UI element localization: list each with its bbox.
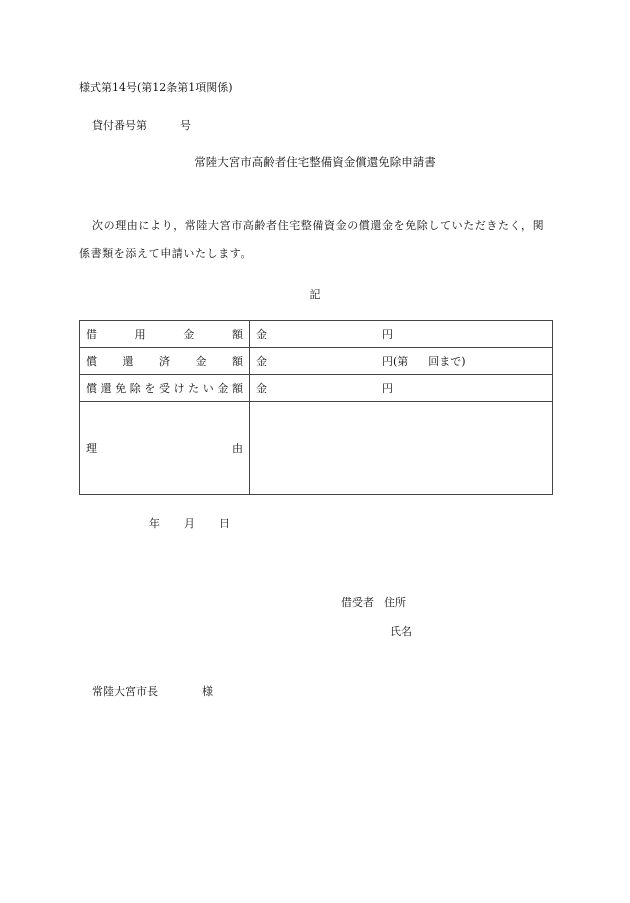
label-char: 還 <box>100 382 112 395</box>
label-char: 額 <box>231 382 243 395</box>
addressee-honorific: 様 <box>202 685 213 698</box>
yen-unit: 円(第 <box>382 355 409 368</box>
form-number: 様式第14号(第12条第1項関係) <box>79 81 233 94</box>
label-char: 償 <box>86 382 97 395</box>
label-char: 金 <box>195 355 207 368</box>
table-row-exemption-amount <box>80 375 553 402</box>
yen-unit: 円 <box>382 328 393 341</box>
amount-table <box>79 320 553 495</box>
label-char: 金 <box>183 328 195 341</box>
label-char: 済 <box>159 355 170 368</box>
label-char: 免 <box>115 382 127 395</box>
label-char: 還 <box>122 355 134 368</box>
borrower-address-line <box>341 597 406 608</box>
table-row-borrowed-amount <box>80 321 553 348</box>
table-row-repaid-amount <box>80 348 553 375</box>
label-char: 理 <box>86 442 97 455</box>
loan-number-line <box>92 120 191 131</box>
borrower-name-label: 氏名 <box>390 625 412 638</box>
table-row-reason <box>80 402 553 495</box>
loan-number-suffix: 号 <box>180 119 191 132</box>
kin-prefix: 金 <box>256 328 267 341</box>
date-month: 月 <box>184 517 195 530</box>
label-char: 借 <box>86 328 97 341</box>
addressee-line <box>92 686 213 697</box>
value-repaid-amount[interactable] <box>250 348 553 375</box>
label-char: い <box>202 382 214 395</box>
label-reason <box>80 402 250 495</box>
label-repaid-amount <box>80 348 250 375</box>
label-char: 金 <box>217 382 229 395</box>
date-day: 日 <box>219 517 230 530</box>
addressee-office: 常陸大宮市長 <box>92 685 158 698</box>
application-statement: 次の理由により，常陸大宮市高齢者住宅整備資金の償還金を免除していただきたく，関係書類を添えて申請いたします。 <box>79 219 545 260</box>
label-char: 用 <box>134 328 146 341</box>
loan-number-prefix: 貸付番号第 <box>92 119 147 132</box>
borrower-label: 借受者 <box>341 596 374 609</box>
label-char: 額 <box>232 355 243 368</box>
document-title: 常陸大宮市高齢者住宅整備資金償還免除申請書 <box>194 155 436 169</box>
value-reason[interactable] <box>250 402 553 495</box>
label-char: 除 <box>129 382 141 395</box>
installment-suffix: 回まで) <box>428 355 466 368</box>
label-borrowed-amount <box>80 321 250 348</box>
label-char: 受 <box>158 382 170 395</box>
label-char: 由 <box>232 442 243 455</box>
yen-unit: 円 <box>382 382 393 395</box>
date-line <box>149 518 230 529</box>
label-char: を <box>144 382 156 395</box>
label-exemption-amount <box>80 375 250 402</box>
label-char: 額 <box>231 328 243 341</box>
label-char: 償 <box>86 355 97 368</box>
kin-prefix: 金 <box>256 382 267 395</box>
value-exemption-amount[interactable] <box>250 375 553 402</box>
kin-prefix: 金 <box>256 355 267 368</box>
ki-heading: 記 <box>309 288 321 301</box>
value-borrowed-amount[interactable] <box>250 321 553 348</box>
label-char: た <box>188 382 200 395</box>
label-char: け <box>173 382 185 395</box>
address-label: 住所 <box>384 596 406 609</box>
date-year: 年 <box>149 517 160 530</box>
